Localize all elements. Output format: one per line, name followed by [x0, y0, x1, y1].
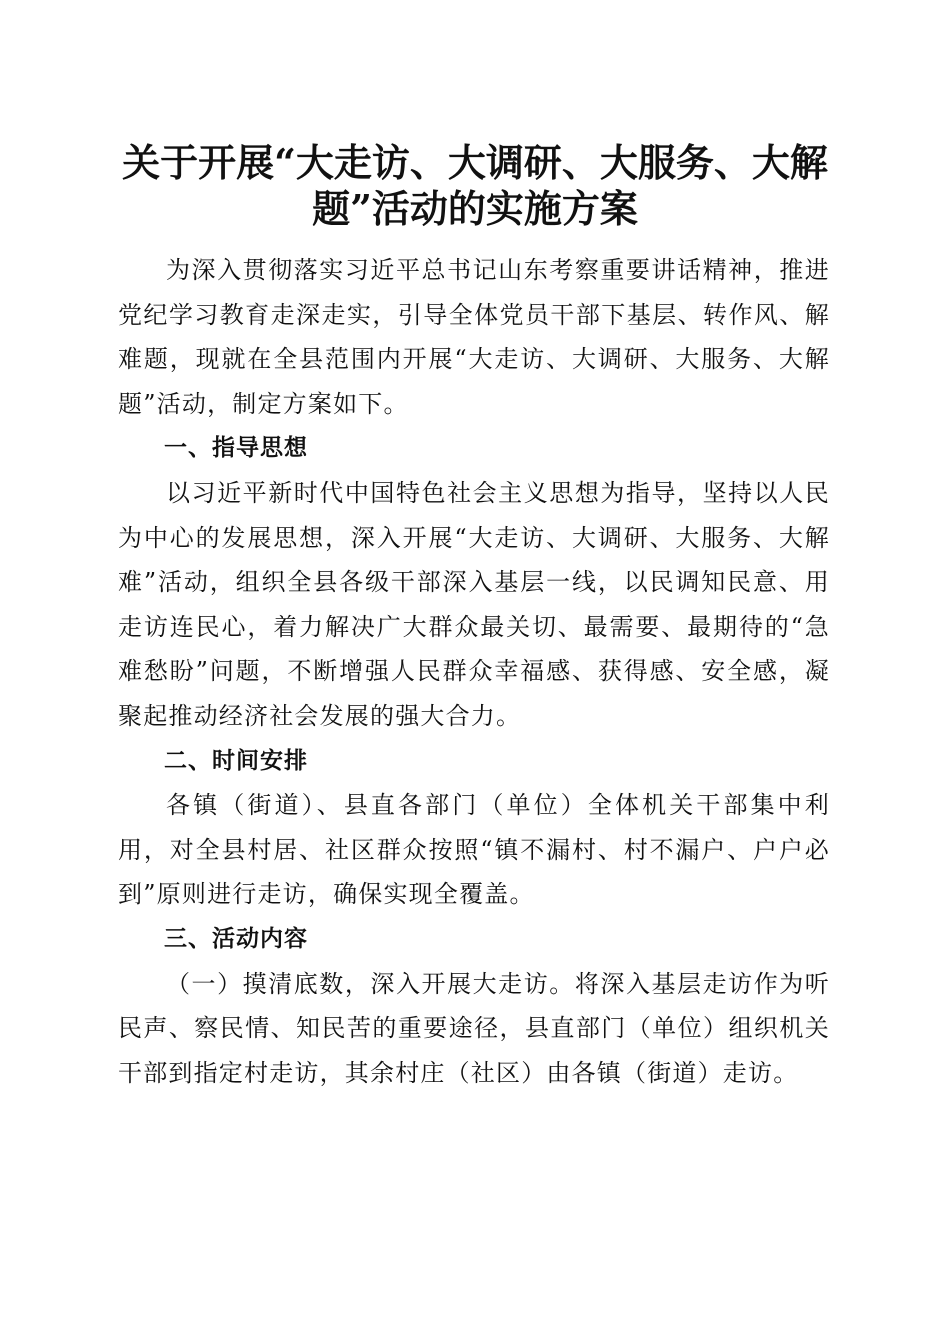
intro-paragraph: 为深入贯彻落实习近平总书记山东考察重要讲话精神，推进党纪学习教育走深走实，引导全体党员干部下基层、转作风、解难题，现就在全县范围内开展“大走访、大调研、大服务、大解题”活动，制定方案如下。 [118, 256, 830, 418]
title-line-2: 题”活动的实施方案 [312, 186, 638, 231]
section-paragraph-activity-content [118, 962, 830, 1096]
section-heading-guiding-ideology: 一、指导思想 [164, 435, 308, 462]
subsection-text: 将深入基层走访作为听民声、察民情、知民苦的重要途径，县直部门（单位）组织机关干部到指定村走访，其余村庄（社区）由各镇（街道）走访。 [118, 969, 831, 1087]
document-body [118, 248, 830, 1095]
document-title [110, 140, 840, 232]
section-paragraph-guiding-ideology: 以习近平新时代中国特色社会主义思想为指导，坚持以人民为中心的发展思想，深入开展“大走访、大调研、大服务、大解难”活动，组织全县各级干部深入基层一线，以民调知民意、用走访连民心，着力解决广大群众最关切、最需要、最期待的“急难愁盼”问题，不断增强人民群众幸福感、获得感、安全感，凝聚起推动经济社会发展的强大合力。 [118, 478, 830, 730]
section-heading-activity-content: 三、活动内容 [164, 925, 308, 952]
subsection-lead: （一）摸清底数，深入开展大走访。 [166, 969, 575, 998]
section-heading-schedule: 二、时间安排 [164, 747, 308, 774]
section-paragraph-schedule: 各镇（街道）、县直各部门（单位）全体机关干部集中利用，对全县村居、社区群众按照“镇不漏村、村不漏户、户户必到”原则进行走访，确保实现全覆盖。 [118, 791, 830, 909]
title-line-1: 关于开展“大走访、大调研、大服务、大解 [122, 140, 828, 185]
